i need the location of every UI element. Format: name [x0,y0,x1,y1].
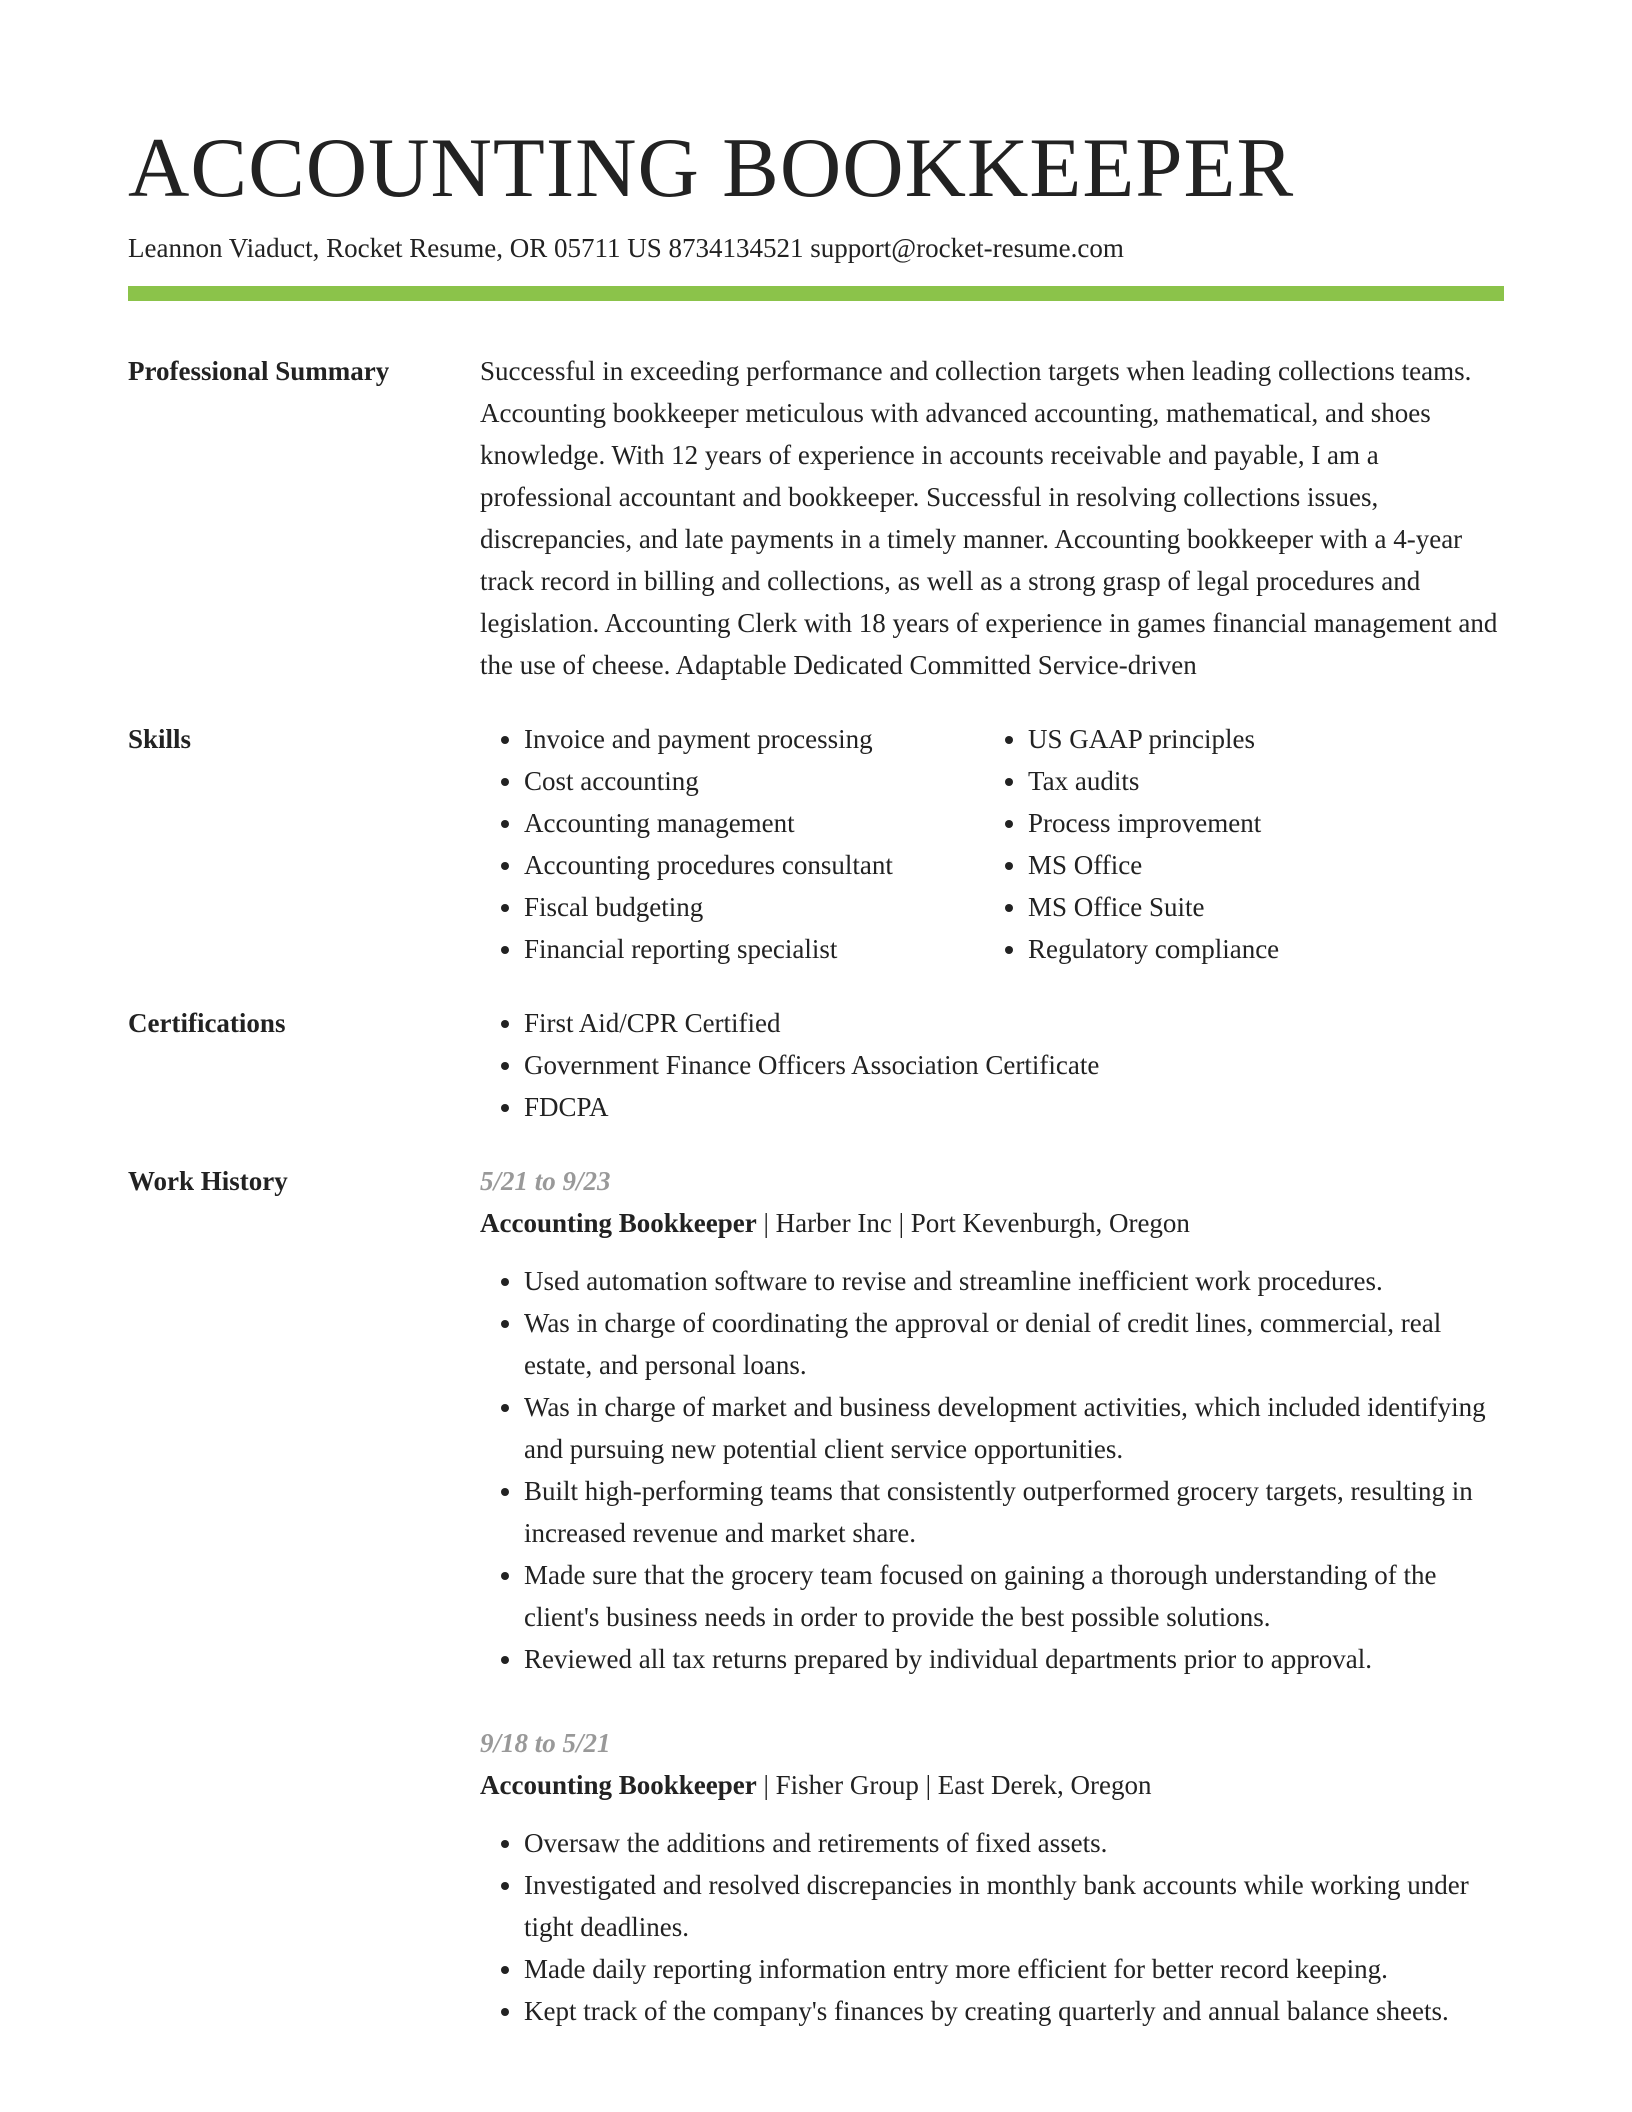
skill-item: • MS Office Suite [1028,886,1548,928]
certification-item: • Government Finance Officers Association Certificate [524,1044,1504,1086]
job-entry [480,1722,1504,2032]
job-dates: 5/21 to 9/23 [480,1166,611,1196]
job-bullet: • Used automation software to revise and streamline inefficient work procedures. [524,1260,1504,1302]
job-bullet: • Oversaw the additions and retirements of fixed assets. [524,1822,1504,1864]
skill-item: • MS Office [1028,844,1548,886]
skill-item: • Invoice and payment processing [524,718,1024,760]
job-entry [480,1160,1504,1680]
skills-list-left [480,718,1024,970]
skill-item: • US GAAP principles [1028,718,1548,760]
job-bullet: • Built high-performing teams that consistently outperformed grocery targets, resulting in increased revenue and market share. [524,1470,1504,1554]
job-heading [480,1202,1504,1244]
job-title: Accounting Bookkeeper [480,1770,757,1800]
job-bullet: • Was in charge of coordinating the approval or denial of credit lines, commercial, real estate, and personal loans. [524,1302,1504,1386]
summary-text: Successful in exceeding performance and collection targets when leading collections teams. Accounting bookkeeper meticulous with advanced accounting, mathematical, and shoes knowledge. With 12 years of experience in accounts receivable and payable, I am a professional accountant and bookkeeper. Successful in resolving collections issues, discrepancies, and late payments in a timely manner. Accounting bookkeeper with a 4-year track record in billing and collections, as well as a strong grasp of legal procedures and legislation. Accounting Clerk with 18 years of experience in games financial management and the use of cheese. Adaptable Dedicated Committed Service-driven [480,356,1498,680]
accent-divider [128,286,1504,301]
resume-title: ACCOUNTING BOOKKEEPER [128,121,1295,215]
skills-list-right [984,718,1548,970]
job-bullet: • Was in charge of market and business development activities, which included identifying and pursuing new potential client service opportunities. [524,1386,1504,1470]
job-dates: 9/18 to 5/21 [480,1728,611,1758]
job-bullet: • Kept track of the company's finances by creating quarterly and annual balance sheets. [524,1990,1504,2032]
skills-label: Skills [128,724,192,754]
job-bullet: • Made sure that the grocery team focused on gaining a thorough understanding of the client's business needs in order to provide the best possible solutions. [524,1554,1504,1638]
skills-columns [480,718,1504,970]
skill-item: • Fiscal budgeting [524,886,1024,928]
job-title: Accounting Bookkeeper [480,1208,757,1238]
job-bullet: • Investigated and resolved discrepancies in monthly bank accounts while working under tight deadlines. [524,1864,1504,1948]
job-heading [480,1764,1504,1806]
job-bullets [480,1260,1504,1680]
certifications-label: Certifications [128,1008,286,1038]
skill-item: • Accounting management [524,802,1024,844]
skill-item: • Process improvement [1028,802,1548,844]
summary-label: Professional Summary [128,356,390,386]
job-bullets [480,1822,1504,2032]
skill-item: • Tax audits [1028,760,1548,802]
certification-item: • First Aid/CPR Certified [524,1002,1504,1044]
job-company-location: | Harber Inc | Port Kevenburgh, Oregon [756,1208,1190,1238]
job-bullet: • Reviewed all tax returns prepared by individual departments prior to approval. [524,1638,1504,1680]
skill-item: • Regulatory compliance [1028,928,1548,970]
skill-item: • Cost accounting [524,760,1024,802]
contact-line: Leannon Viaduct, Rocket Resume, OR 05711 US 8734134521 support@rocket-resume.com [128,233,1124,263]
job-bullet: • Made daily reporting information entry more efficient for better record keeping. [524,1948,1504,1990]
skill-item: • Accounting procedures consultant [524,844,1024,886]
certification-item: • FDCPA [524,1086,1504,1128]
skill-item: • Financial reporting specialist [524,928,1024,970]
job-company-location: | Fisher Group | East Derek, Oregon [756,1770,1152,1800]
work-history-list [480,1160,1504,2074]
work-history-label: Work History [128,1166,288,1196]
certifications-list [480,1002,1504,1128]
